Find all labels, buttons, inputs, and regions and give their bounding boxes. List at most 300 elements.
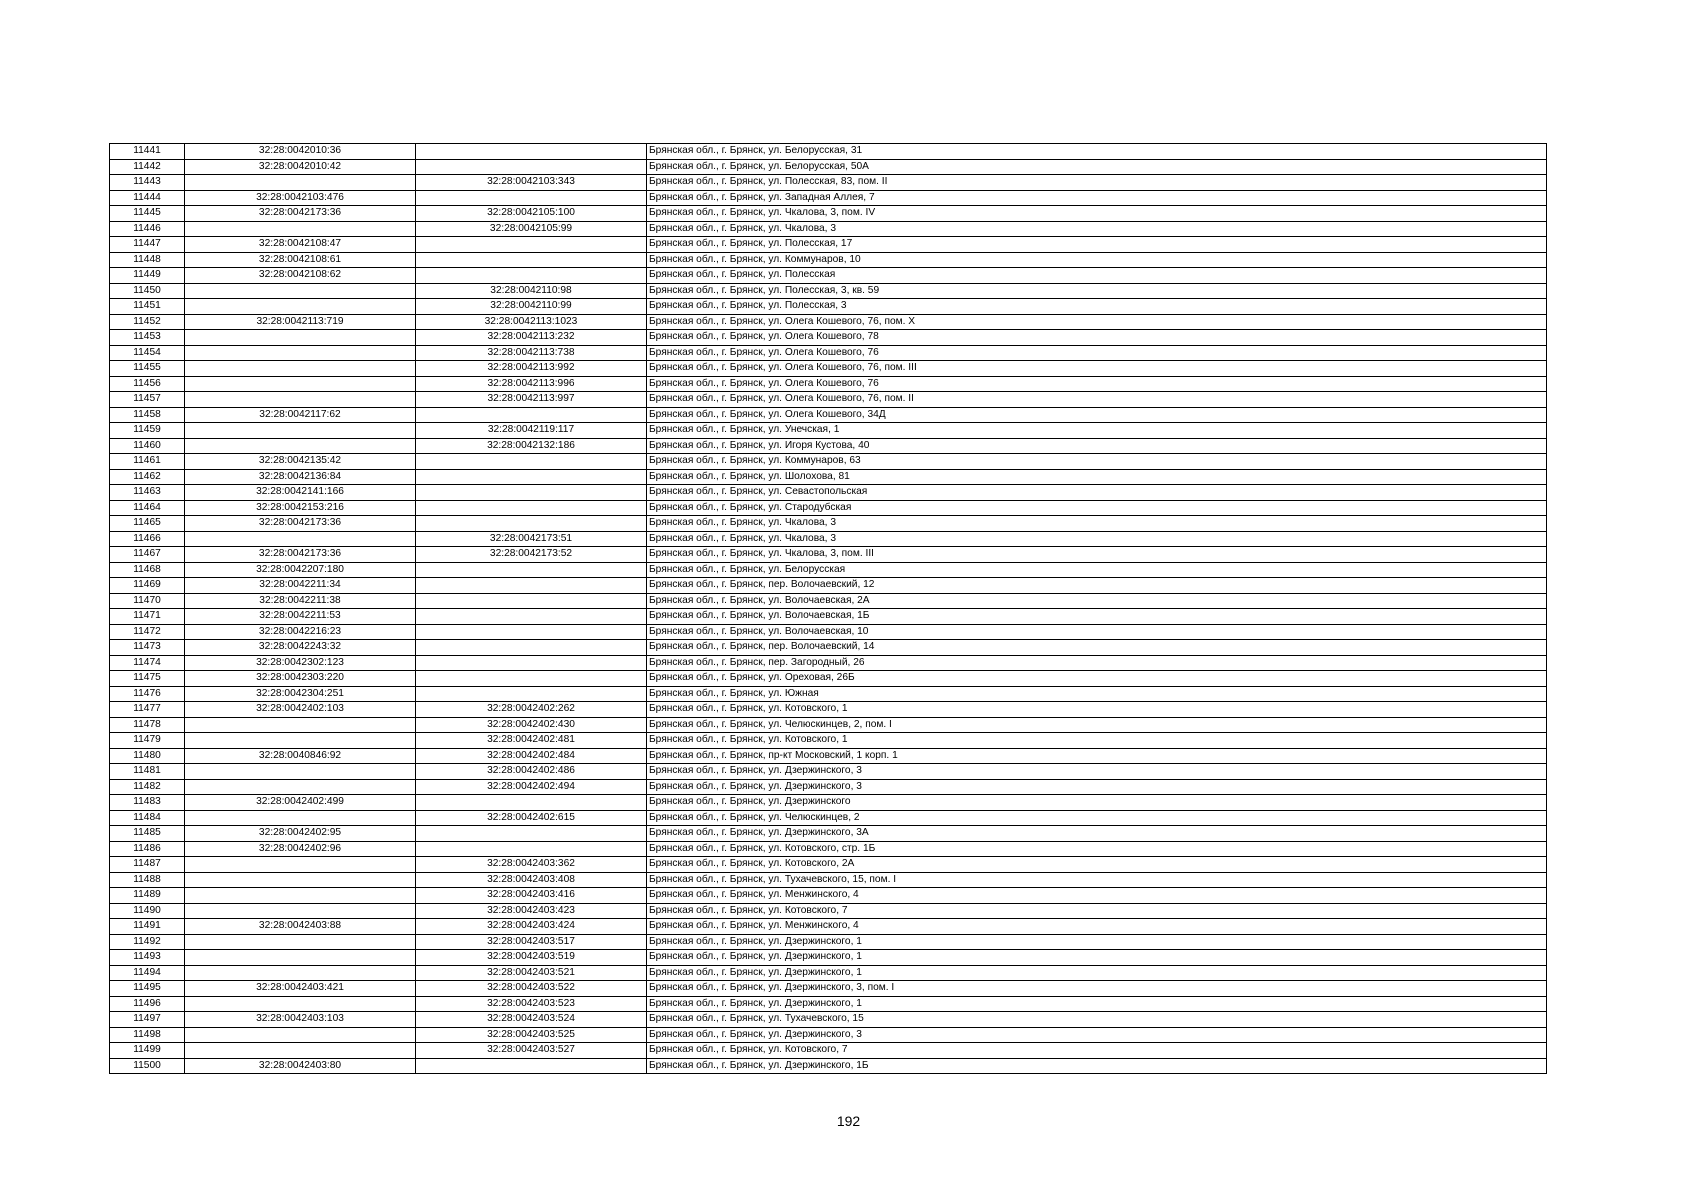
address-cell: Брянская обл., г. Брянск, ул. Дзержинского, 3, пом. I bbox=[647, 981, 1547, 997]
address-cell: Брянская обл., г. Брянск, ул. Менжинского, 4 bbox=[647, 919, 1547, 935]
table-row bbox=[110, 237, 1547, 253]
address-cell: Брянская обл., г. Брянск, ул. Западная Аллея, 7 bbox=[647, 190, 1547, 206]
table-row bbox=[110, 764, 1547, 780]
table-row bbox=[110, 485, 1547, 501]
row-number-cell: 11464 bbox=[110, 500, 185, 516]
row-number-cell: 11494 bbox=[110, 965, 185, 981]
building-cadastral-number-cell: 32:28:0042119:117 bbox=[416, 423, 647, 439]
row-number-cell: 11475 bbox=[110, 671, 185, 687]
table-row bbox=[110, 841, 1547, 857]
building-cadastral-number-cell bbox=[416, 469, 647, 485]
row-number-cell: 11459 bbox=[110, 423, 185, 439]
land-cadastral-number-cell: 32:28:0042135:42 bbox=[185, 454, 416, 470]
building-cadastral-number-cell bbox=[416, 268, 647, 284]
land-cadastral-number-cell bbox=[185, 903, 416, 919]
building-cadastral-number-cell bbox=[416, 516, 647, 532]
address-cell: Брянская обл., г. Брянск, ул. Дзержинского, 1 bbox=[647, 996, 1547, 1012]
land-cadastral-number-cell bbox=[185, 376, 416, 392]
land-cadastral-number-cell: 32:28:0042173:36 bbox=[185, 547, 416, 563]
table-row bbox=[110, 531, 1547, 547]
table-row bbox=[110, 965, 1547, 981]
table-row bbox=[110, 547, 1547, 563]
land-cadastral-number-cell bbox=[185, 283, 416, 299]
row-number-cell: 11500 bbox=[110, 1058, 185, 1074]
row-number-cell: 11455 bbox=[110, 361, 185, 377]
row-number-cell: 11489 bbox=[110, 888, 185, 904]
table-row bbox=[110, 593, 1547, 609]
building-cadastral-number-cell bbox=[416, 826, 647, 842]
building-cadastral-number-cell: 32:28:0042103:343 bbox=[416, 175, 647, 191]
land-cadastral-number-cell: 32:28:0042211:34 bbox=[185, 578, 416, 594]
row-number-cell: 11480 bbox=[110, 748, 185, 764]
address-cell: Брянская обл., г. Брянск, ул. Дзержинского, 1 bbox=[647, 950, 1547, 966]
building-cadastral-number-cell: 32:28:0042403:521 bbox=[416, 965, 647, 981]
address-cell: Брянская обл., г. Брянск, ул. Дзержинского, 1Б bbox=[647, 1058, 1547, 1074]
table-row bbox=[110, 175, 1547, 191]
table-body bbox=[110, 144, 1547, 1074]
land-cadastral-number-cell: 32:28:0042108:47 bbox=[185, 237, 416, 253]
table-row bbox=[110, 345, 1547, 361]
address-cell: Брянская обл., г. Брянск, ул. Ореховая, 26Б bbox=[647, 671, 1547, 687]
row-number-cell: 11499 bbox=[110, 1043, 185, 1059]
row-number-cell: 11470 bbox=[110, 593, 185, 609]
table-row bbox=[110, 779, 1547, 795]
address-cell: Брянская обл., г. Брянск, ул. Челюскинцев, 2, пом. I bbox=[647, 717, 1547, 733]
address-cell: Брянская обл., г. Брянск, ул. Дзержинского, 3А bbox=[647, 826, 1547, 842]
row-number-cell: 11442 bbox=[110, 159, 185, 175]
table-row bbox=[110, 500, 1547, 516]
address-cell: Брянская обл., г. Брянск, ул. Олега Кошевого, 76 bbox=[647, 376, 1547, 392]
land-cadastral-number-cell: 32:28:0042402:103 bbox=[185, 702, 416, 718]
row-number-cell: 11469 bbox=[110, 578, 185, 594]
table-row bbox=[110, 903, 1547, 919]
row-number-cell: 11487 bbox=[110, 857, 185, 873]
building-cadastral-number-cell: 32:28:0042173:52 bbox=[416, 547, 647, 563]
land-cadastral-number-cell bbox=[185, 733, 416, 749]
land-cadastral-number-cell bbox=[185, 531, 416, 547]
table-row bbox=[110, 1027, 1547, 1043]
row-number-cell: 11448 bbox=[110, 252, 185, 268]
land-cadastral-number-cell bbox=[185, 299, 416, 315]
table-row bbox=[110, 981, 1547, 997]
table-row bbox=[110, 516, 1547, 532]
building-cadastral-number-cell: 32:28:0042110:99 bbox=[416, 299, 647, 315]
table-row bbox=[110, 314, 1547, 330]
row-number-cell: 11449 bbox=[110, 268, 185, 284]
address-cell: Брянская обл., г. Брянск, ул. Котовского, 7 bbox=[647, 1043, 1547, 1059]
address-cell: Брянская обл., г. Брянск, ул. Чкалова, 3, пом. III bbox=[647, 547, 1547, 563]
row-number-cell: 11463 bbox=[110, 485, 185, 501]
address-cell: Брянская обл., г. Брянск, ул. Дзержинского, 3 bbox=[647, 779, 1547, 795]
land-cadastral-number-cell: 32:28:0042010:36 bbox=[185, 144, 416, 160]
land-cadastral-number-cell: 32:28:0042403:103 bbox=[185, 1012, 416, 1028]
row-number-cell: 11456 bbox=[110, 376, 185, 392]
row-number-cell: 11452 bbox=[110, 314, 185, 330]
building-cadastral-number-cell: 32:28:0042403:423 bbox=[416, 903, 647, 919]
land-cadastral-number-cell bbox=[185, 950, 416, 966]
land-cadastral-number-cell: 32:28:0042207:180 bbox=[185, 562, 416, 578]
address-cell: Брянская обл., г. Брянск, пер. Загородный, 26 bbox=[647, 655, 1547, 671]
row-number-cell: 11476 bbox=[110, 686, 185, 702]
land-cadastral-number-cell: 32:28:0042403:421 bbox=[185, 981, 416, 997]
row-number-cell: 11460 bbox=[110, 438, 185, 454]
table-row bbox=[110, 640, 1547, 656]
row-number-cell: 11490 bbox=[110, 903, 185, 919]
land-cadastral-number-cell bbox=[185, 810, 416, 826]
table-row bbox=[110, 950, 1547, 966]
land-cadastral-number-cell bbox=[185, 779, 416, 795]
row-number-cell: 11482 bbox=[110, 779, 185, 795]
row-number-cell: 11444 bbox=[110, 190, 185, 206]
address-cell: Брянская обл., г. Брянск, ул. Котовского, стр. 1Б bbox=[647, 841, 1547, 857]
table-row bbox=[110, 826, 1547, 842]
table-row bbox=[110, 144, 1547, 160]
row-number-cell: 11454 bbox=[110, 345, 185, 361]
building-cadastral-number-cell bbox=[416, 159, 647, 175]
table-row bbox=[110, 733, 1547, 749]
table-row bbox=[110, 702, 1547, 718]
building-cadastral-number-cell: 32:28:0042403:522 bbox=[416, 981, 647, 997]
land-cadastral-number-cell bbox=[185, 996, 416, 1012]
address-cell: Брянская обл., г. Брянск, ул. Олега Кошевого, 34Д bbox=[647, 407, 1547, 423]
address-cell: Брянская обл., г. Брянск, ул. Полесская, 17 bbox=[647, 237, 1547, 253]
table-row bbox=[110, 888, 1547, 904]
table-row bbox=[110, 252, 1547, 268]
address-cell: Брянская обл., г. Брянск, ул. Котовского, 1 bbox=[647, 702, 1547, 718]
land-cadastral-number-cell: 32:28:0042402:499 bbox=[185, 795, 416, 811]
address-cell: Брянская обл., г. Брянск, ул. Чкалова, 3 bbox=[647, 221, 1547, 237]
building-cadastral-number-cell: 32:28:0042113:232 bbox=[416, 330, 647, 346]
address-cell: Брянская обл., г. Брянск, ул. Чкалова, 3 bbox=[647, 516, 1547, 532]
building-cadastral-number-cell bbox=[416, 407, 647, 423]
address-cell: Брянская обл., г. Брянск, ул. Коммунаров, 63 bbox=[647, 454, 1547, 470]
building-cadastral-number-cell: 32:28:0042402:494 bbox=[416, 779, 647, 795]
table-row bbox=[110, 562, 1547, 578]
table-row bbox=[110, 996, 1547, 1012]
building-cadastral-number-cell bbox=[416, 795, 647, 811]
building-cadastral-number-cell: 32:28:0042113:738 bbox=[416, 345, 647, 361]
address-cell: Брянская обл., г. Брянск, ул. Шолохова, 81 bbox=[647, 469, 1547, 485]
address-cell: Брянская обл., г. Брянск, ул. Полесская bbox=[647, 268, 1547, 284]
building-cadastral-number-cell: 32:28:0042403:424 bbox=[416, 919, 647, 935]
table-row bbox=[110, 609, 1547, 625]
address-cell: Брянская обл., г. Брянск, ул. Олега Кошевого, 76, пом. III bbox=[647, 361, 1547, 377]
building-cadastral-number-cell: 32:28:0042173:51 bbox=[416, 531, 647, 547]
address-cell: Брянская обл., г. Брянск, ул. Дзержинского bbox=[647, 795, 1547, 811]
row-number-cell: 11473 bbox=[110, 640, 185, 656]
land-cadastral-number-cell: 32:28:0042403:88 bbox=[185, 919, 416, 935]
address-cell: Брянская обл., г. Брянск, ул. Южная bbox=[647, 686, 1547, 702]
land-cadastral-number-cell: 32:28:0042108:61 bbox=[185, 252, 416, 268]
building-cadastral-number-cell: 32:28:0042403:517 bbox=[416, 934, 647, 950]
row-number-cell: 11472 bbox=[110, 624, 185, 640]
land-cadastral-number-cell: 32:28:0042402:95 bbox=[185, 826, 416, 842]
address-cell: Брянская обл., г. Брянск, ул. Волочаевская, 2А bbox=[647, 593, 1547, 609]
address-cell: Брянская обл., г. Брянск, ул. Полесская, 83, пом. II bbox=[647, 175, 1547, 191]
table-row bbox=[110, 407, 1547, 423]
table-row bbox=[110, 795, 1547, 811]
row-number-cell: 11477 bbox=[110, 702, 185, 718]
table-row bbox=[110, 454, 1547, 470]
address-cell: Брянская обл., г. Брянск, ул. Севастопольская bbox=[647, 485, 1547, 501]
table-row bbox=[110, 330, 1547, 346]
row-number-cell: 11491 bbox=[110, 919, 185, 935]
row-number-cell: 11467 bbox=[110, 547, 185, 563]
land-cadastral-number-cell bbox=[185, 857, 416, 873]
building-cadastral-number-cell: 32:28:0042113:996 bbox=[416, 376, 647, 392]
row-number-cell: 11450 bbox=[110, 283, 185, 299]
row-number-cell: 11466 bbox=[110, 531, 185, 547]
table-row bbox=[110, 934, 1547, 950]
row-number-cell: 11479 bbox=[110, 733, 185, 749]
table-row bbox=[110, 283, 1547, 299]
land-cadastral-number-cell: 32:28:0042211:38 bbox=[185, 593, 416, 609]
row-number-cell: 11498 bbox=[110, 1027, 185, 1043]
row-number-cell: 11457 bbox=[110, 392, 185, 408]
row-number-cell: 11497 bbox=[110, 1012, 185, 1028]
address-cell: Брянская обл., г. Брянск, пр-кт Московский, 1 корп. 1 bbox=[647, 748, 1547, 764]
land-cadastral-number-cell: 32:28:0042113:719 bbox=[185, 314, 416, 330]
building-cadastral-number-cell: 32:28:0042402:484 bbox=[416, 748, 647, 764]
building-cadastral-number-cell: 32:28:0042105:100 bbox=[416, 206, 647, 222]
building-cadastral-number-cell bbox=[416, 609, 647, 625]
land-cadastral-number-cell bbox=[185, 872, 416, 888]
address-cell: Брянская обл., г. Брянск, ул. Котовского, 2А bbox=[647, 857, 1547, 873]
cadastral-table bbox=[109, 143, 1547, 1074]
building-cadastral-number-cell: 32:28:0042403:525 bbox=[416, 1027, 647, 1043]
building-cadastral-number-cell: 32:28:0042113:992 bbox=[416, 361, 647, 377]
land-cadastral-number-cell: 32:28:0042402:96 bbox=[185, 841, 416, 857]
building-cadastral-number-cell: 32:28:0042402:615 bbox=[416, 810, 647, 826]
land-cadastral-number-cell: 32:28:0042173:36 bbox=[185, 516, 416, 532]
land-cadastral-number-cell: 32:28:0042173:36 bbox=[185, 206, 416, 222]
address-cell: Брянская обл., г. Брянск, ул. Полесская, 3 bbox=[647, 299, 1547, 315]
building-cadastral-number-cell: 32:28:0042403:519 bbox=[416, 950, 647, 966]
building-cadastral-number-cell bbox=[416, 671, 647, 687]
table-row bbox=[110, 1012, 1547, 1028]
address-cell: Брянская обл., г. Брянск, ул. Белорусская, 31 bbox=[647, 144, 1547, 160]
row-number-cell: 11468 bbox=[110, 562, 185, 578]
address-cell: Брянская обл., г. Брянск, пер. Волочаевский, 12 bbox=[647, 578, 1547, 594]
building-cadastral-number-cell: 32:28:0042403:416 bbox=[416, 888, 647, 904]
table-row bbox=[110, 655, 1547, 671]
address-cell: Брянская обл., г. Брянск, ул. Дзержинского, 1 bbox=[647, 934, 1547, 950]
land-cadastral-number-cell: 32:28:0042117:62 bbox=[185, 407, 416, 423]
row-number-cell: 11484 bbox=[110, 810, 185, 826]
address-cell: Брянская обл., г. Брянск, ул. Тухачевского, 15, пом. I bbox=[647, 872, 1547, 888]
land-cadastral-number-cell bbox=[185, 221, 416, 237]
row-number-cell: 11493 bbox=[110, 950, 185, 966]
address-cell: Брянская обл., г. Брянск, ул. Олега Кошевого, 76 bbox=[647, 345, 1547, 361]
row-number-cell: 11441 bbox=[110, 144, 185, 160]
table-row bbox=[110, 686, 1547, 702]
table-row bbox=[110, 221, 1547, 237]
building-cadastral-number-cell: 32:28:0042403:524 bbox=[416, 1012, 647, 1028]
address-cell: Брянская обл., г. Брянск, ул. Котовского, 7 bbox=[647, 903, 1547, 919]
address-cell: Брянская обл., г. Брянск, ул. Чкалова, 3 bbox=[647, 531, 1547, 547]
land-cadastral-number-cell: 32:28:0042153:216 bbox=[185, 500, 416, 516]
address-cell: Брянская обл., г. Брянск, ул. Стародубская bbox=[647, 500, 1547, 516]
building-cadastral-number-cell bbox=[416, 640, 647, 656]
building-cadastral-number-cell bbox=[416, 578, 647, 594]
land-cadastral-number-cell bbox=[185, 934, 416, 950]
land-cadastral-number-cell bbox=[185, 345, 416, 361]
building-cadastral-number-cell: 32:28:0042403:527 bbox=[416, 1043, 647, 1059]
building-cadastral-number-cell bbox=[416, 841, 647, 857]
building-cadastral-number-cell: 32:28:0042403:362 bbox=[416, 857, 647, 873]
row-number-cell: 11496 bbox=[110, 996, 185, 1012]
row-number-cell: 11461 bbox=[110, 454, 185, 470]
table-row bbox=[110, 748, 1547, 764]
row-number-cell: 11492 bbox=[110, 934, 185, 950]
building-cadastral-number-cell: 32:28:0042132:186 bbox=[416, 438, 647, 454]
building-cadastral-number-cell bbox=[416, 593, 647, 609]
table-row bbox=[110, 872, 1547, 888]
building-cadastral-number-cell bbox=[416, 1058, 647, 1074]
row-number-cell: 11462 bbox=[110, 469, 185, 485]
address-cell: Брянская обл., г. Брянск, ул. Тухачевского, 15 bbox=[647, 1012, 1547, 1028]
row-number-cell: 11478 bbox=[110, 717, 185, 733]
building-cadastral-number-cell bbox=[416, 252, 647, 268]
table-row bbox=[110, 268, 1547, 284]
building-cadastral-number-cell: 32:28:0042403:523 bbox=[416, 996, 647, 1012]
row-number-cell: 11485 bbox=[110, 826, 185, 842]
row-number-cell: 11443 bbox=[110, 175, 185, 191]
row-number-cell: 11474 bbox=[110, 655, 185, 671]
table-row bbox=[110, 578, 1547, 594]
land-cadastral-number-cell bbox=[185, 423, 416, 439]
land-cadastral-number-cell bbox=[185, 717, 416, 733]
building-cadastral-number-cell: 32:28:0042110:98 bbox=[416, 283, 647, 299]
table-row bbox=[110, 1058, 1547, 1074]
table-row bbox=[110, 810, 1547, 826]
building-cadastral-number-cell: 32:28:0042402:481 bbox=[416, 733, 647, 749]
table-row bbox=[110, 919, 1547, 935]
land-cadastral-number-cell: 32:28:0042403:80 bbox=[185, 1058, 416, 1074]
land-cadastral-number-cell bbox=[185, 888, 416, 904]
table-row bbox=[110, 376, 1547, 392]
table-row bbox=[110, 206, 1547, 222]
address-cell: Брянская обл., г. Брянск, ул. Волочаевская, 10 bbox=[647, 624, 1547, 640]
land-cadastral-number-cell bbox=[185, 438, 416, 454]
building-cadastral-number-cell bbox=[416, 144, 647, 160]
land-cadastral-number-cell bbox=[185, 392, 416, 408]
building-cadastral-number-cell bbox=[416, 454, 647, 470]
table-row bbox=[110, 190, 1547, 206]
table-row bbox=[110, 857, 1547, 873]
land-cadastral-number-cell bbox=[185, 1043, 416, 1059]
building-cadastral-number-cell bbox=[416, 624, 647, 640]
table-row bbox=[110, 361, 1547, 377]
land-cadastral-number-cell bbox=[185, 361, 416, 377]
row-number-cell: 11486 bbox=[110, 841, 185, 857]
land-cadastral-number-cell: 32:28:0042108:62 bbox=[185, 268, 416, 284]
building-cadastral-number-cell: 32:28:0042402:486 bbox=[416, 764, 647, 780]
address-cell: Брянская обл., г. Брянск, ул. Игоря Кустова, 40 bbox=[647, 438, 1547, 454]
table-row bbox=[110, 392, 1547, 408]
address-cell: Брянская обл., г. Брянск, ул. Коммунаров, 10 bbox=[647, 252, 1547, 268]
building-cadastral-number-cell bbox=[416, 686, 647, 702]
row-number-cell: 11465 bbox=[110, 516, 185, 532]
land-cadastral-number-cell: 32:28:0042303:220 bbox=[185, 671, 416, 687]
table-row bbox=[110, 624, 1547, 640]
building-cadastral-number-cell bbox=[416, 190, 647, 206]
land-cadastral-number-cell: 32:28:0042302:123 bbox=[185, 655, 416, 671]
building-cadastral-number-cell bbox=[416, 237, 647, 253]
land-cadastral-number-cell bbox=[185, 965, 416, 981]
building-cadastral-number-cell bbox=[416, 485, 647, 501]
land-cadastral-number-cell: 32:28:0042136:84 bbox=[185, 469, 416, 485]
land-cadastral-number-cell bbox=[185, 330, 416, 346]
row-number-cell: 11458 bbox=[110, 407, 185, 423]
land-cadastral-number-cell: 32:28:0042304:251 bbox=[185, 686, 416, 702]
address-cell: Брянская обл., г. Брянск, ул. Полесская, 3, кв. 59 bbox=[647, 283, 1547, 299]
row-number-cell: 11481 bbox=[110, 764, 185, 780]
address-cell: Брянская обл., г. Брянск, ул. Олега Кошевого, 76, пом. II bbox=[647, 392, 1547, 408]
address-cell: Брянская обл., г. Брянск, ул. Дзержинского, 3 bbox=[647, 1027, 1547, 1043]
address-cell: Брянская обл., г. Брянск, ул. Чкалова, 3, пом. IV bbox=[647, 206, 1547, 222]
land-cadastral-number-cell bbox=[185, 175, 416, 191]
row-number-cell: 11471 bbox=[110, 609, 185, 625]
row-number-cell: 11447 bbox=[110, 237, 185, 253]
address-cell: Брянская обл., г. Брянск, ул. Белорусская, 50А bbox=[647, 159, 1547, 175]
table-row bbox=[110, 423, 1547, 439]
row-number-cell: 11446 bbox=[110, 221, 185, 237]
land-cadastral-number-cell: 32:28:0040846:92 bbox=[185, 748, 416, 764]
table-row bbox=[110, 671, 1547, 687]
row-number-cell: 11453 bbox=[110, 330, 185, 346]
building-cadastral-number-cell: 32:28:0042403:408 bbox=[416, 872, 647, 888]
land-cadastral-number-cell: 32:28:0042141:166 bbox=[185, 485, 416, 501]
building-cadastral-number-cell: 32:28:0042113:1023 bbox=[416, 314, 647, 330]
building-cadastral-number-cell bbox=[416, 655, 647, 671]
address-cell: Брянская обл., г. Брянск, ул. Белорусская bbox=[647, 562, 1547, 578]
address-cell: Брянская обл., г. Брянск, ул. Менжинского, 4 bbox=[647, 888, 1547, 904]
land-cadastral-number-cell: 32:28:0042010:42 bbox=[185, 159, 416, 175]
address-cell: Брянская обл., г. Брянск, ул. Челюскинцев, 2 bbox=[647, 810, 1547, 826]
address-cell: Брянская обл., г. Брянск, ул. Котовского, 1 bbox=[647, 733, 1547, 749]
row-number-cell: 11483 bbox=[110, 795, 185, 811]
row-number-cell: 11488 bbox=[110, 872, 185, 888]
address-cell: Брянская обл., г. Брянск, ул. Олега Кошевого, 78 bbox=[647, 330, 1547, 346]
table-row bbox=[110, 1043, 1547, 1059]
building-cadastral-number-cell bbox=[416, 562, 647, 578]
address-cell: Брянская обл., г. Брянск, ул. Унечская, 1 bbox=[647, 423, 1547, 439]
row-number-cell: 11451 bbox=[110, 299, 185, 315]
land-cadastral-number-cell: 32:28:0042216:23 bbox=[185, 624, 416, 640]
land-cadastral-number-cell: 32:28:0042243:32 bbox=[185, 640, 416, 656]
page-number: 192 bbox=[836, 1113, 861, 1129]
row-number-cell: 11495 bbox=[110, 981, 185, 997]
table-row bbox=[110, 469, 1547, 485]
address-cell: Брянская обл., г. Брянск, пер. Волочаевский, 14 bbox=[647, 640, 1547, 656]
building-cadastral-number-cell: 32:28:0042402:430 bbox=[416, 717, 647, 733]
building-cadastral-number-cell bbox=[416, 500, 647, 516]
building-cadastral-number-cell: 32:28:0042105:99 bbox=[416, 221, 647, 237]
address-cell: Брянская обл., г. Брянск, ул. Дзержинского, 3 bbox=[647, 764, 1547, 780]
table-row bbox=[110, 159, 1547, 175]
table-row bbox=[110, 717, 1547, 733]
address-cell: Брянская обл., г. Брянск, ул. Олега Кошевого, 76, пом. X bbox=[647, 314, 1547, 330]
table-row bbox=[110, 438, 1547, 454]
address-cell: Брянская обл., г. Брянск, ул. Дзержинского, 1 bbox=[647, 965, 1547, 981]
building-cadastral-number-cell: 32:28:0042113:997 bbox=[416, 392, 647, 408]
table-row bbox=[110, 299, 1547, 315]
row-number-cell: 11445 bbox=[110, 206, 185, 222]
building-cadastral-number-cell: 32:28:0042402:262 bbox=[416, 702, 647, 718]
land-cadastral-number-cell bbox=[185, 1027, 416, 1043]
land-cadastral-number-cell: 32:28:0042211:53 bbox=[185, 609, 416, 625]
